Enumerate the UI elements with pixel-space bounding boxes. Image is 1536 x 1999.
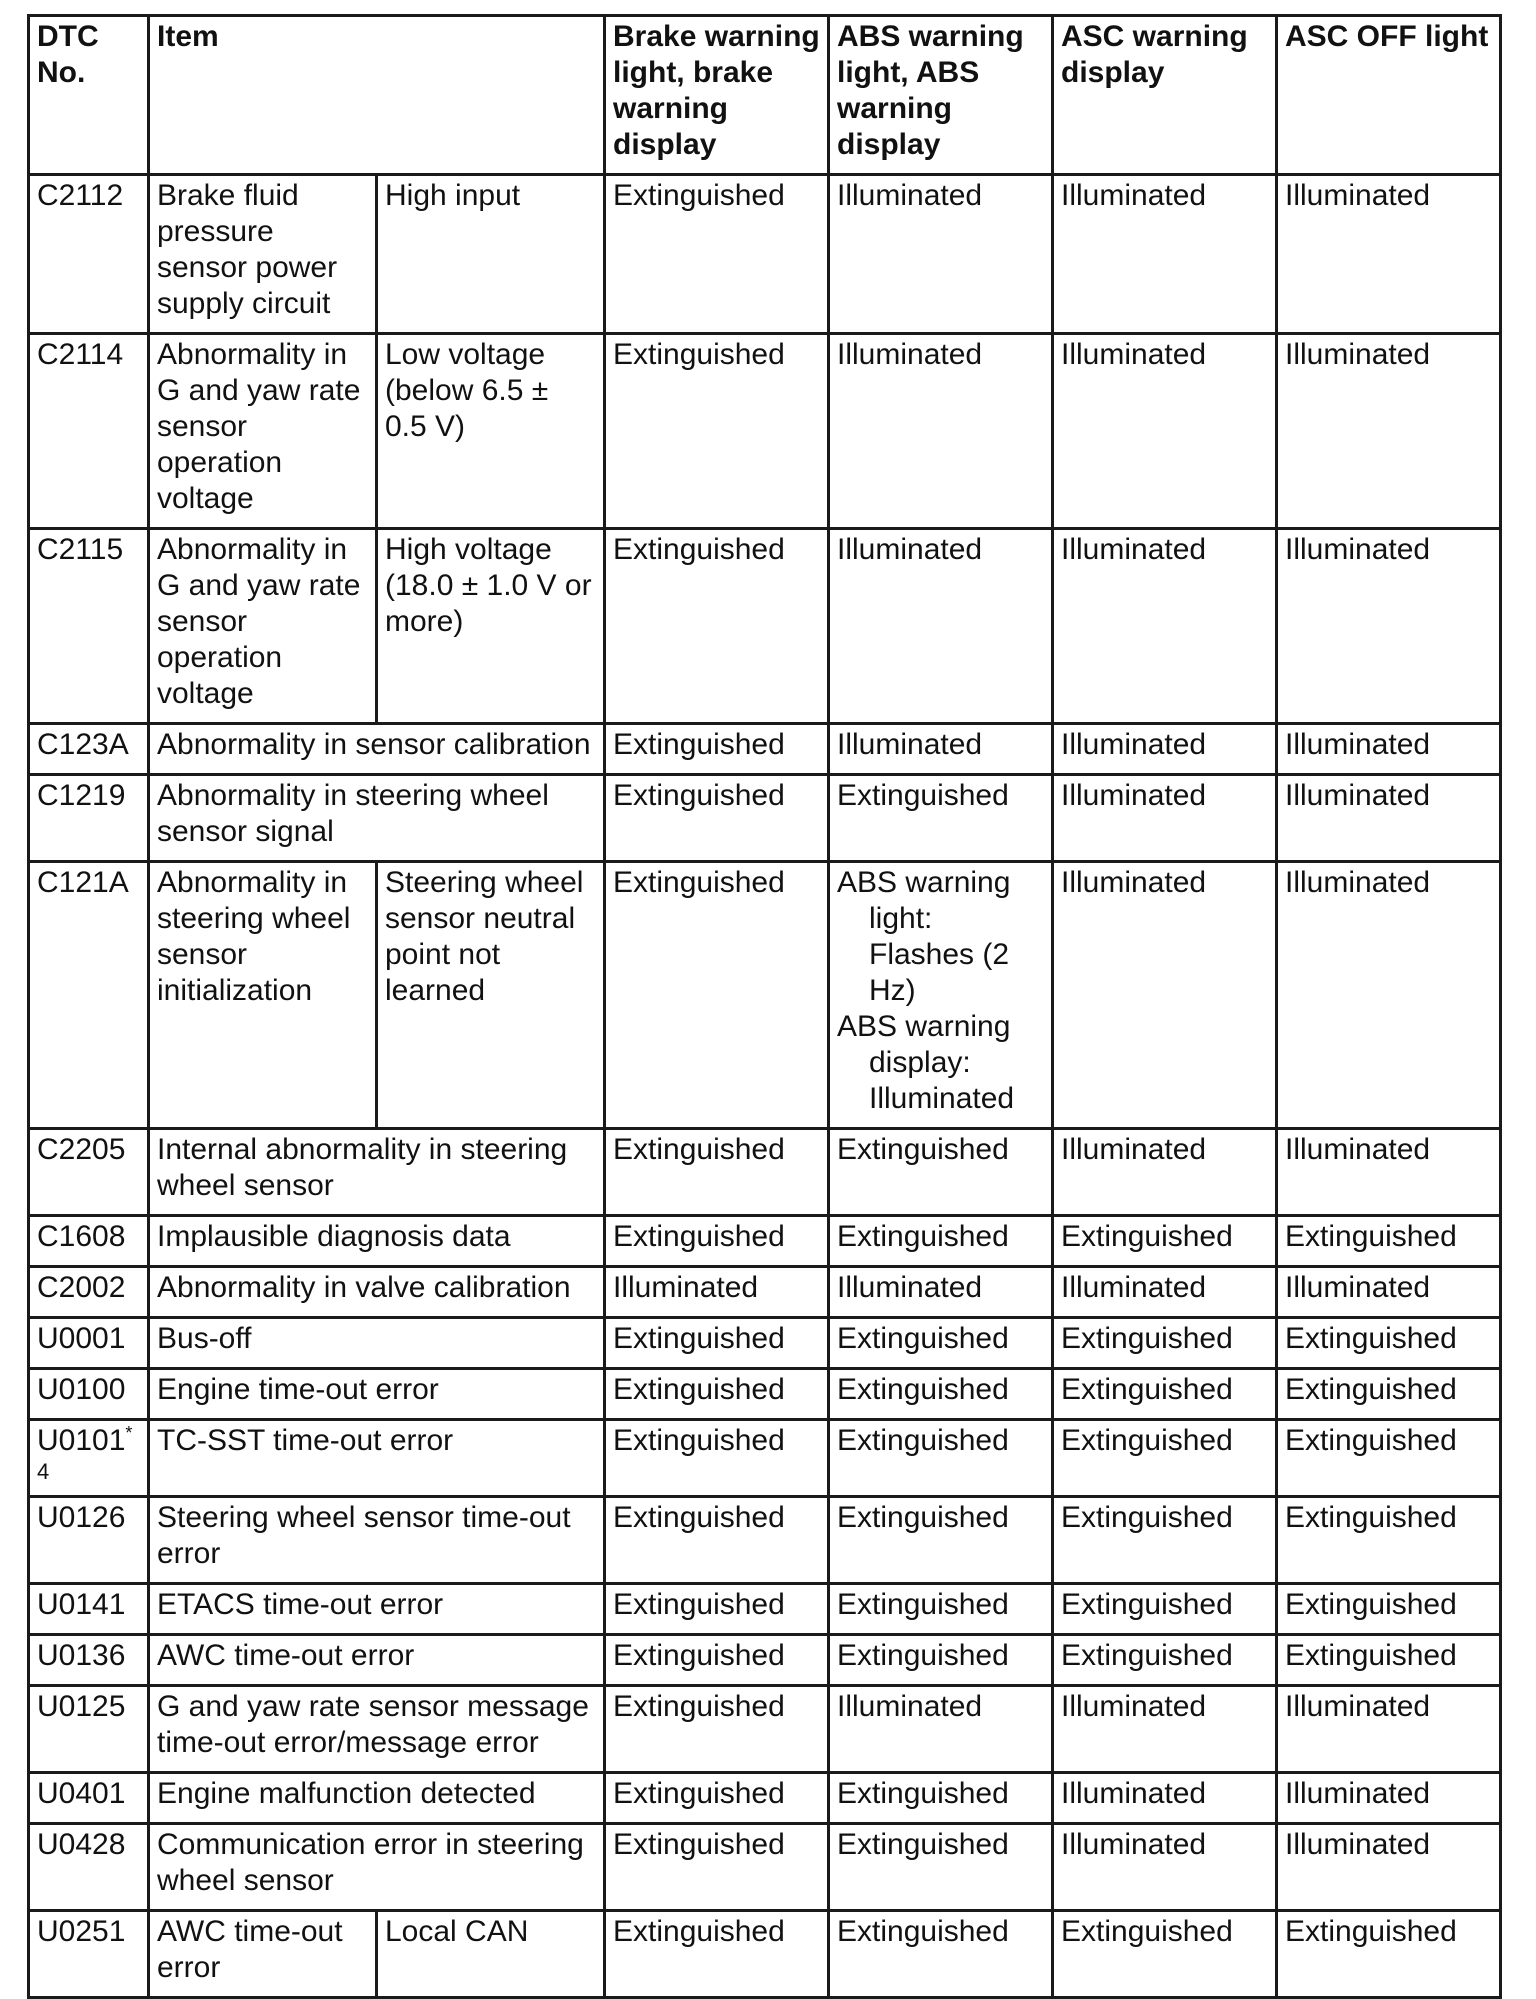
dtc-code: U0428 [29, 1824, 149, 1911]
item-cell: Abnormality in sensor calibration [149, 724, 605, 775]
abs-status: Illuminated [829, 1686, 1053, 1773]
brake-status: Extinguished [605, 1584, 829, 1635]
asc-status: Illuminated [1053, 1773, 1277, 1824]
dtc-code: U0100 [29, 1369, 149, 1420]
dtc-code [29, 1420, 149, 1497]
abs-status: Extinguished [829, 1773, 1053, 1824]
asc-off-status: Illuminated [1277, 724, 1501, 775]
asc-status: Extinguished [1053, 1318, 1277, 1369]
asc-status: Illuminated [1053, 334, 1277, 529]
asc-off-status: Extinguished [1277, 1584, 1501, 1635]
abs-status: Extinguished [829, 1369, 1053, 1420]
item-cell: Brake fluid pressure sensor power supply circuit [149, 175, 377, 334]
brake-status: Extinguished [605, 1773, 829, 1824]
asc-off-status: Illuminated [1277, 1129, 1501, 1216]
item-cell: AWC time-out error [149, 1911, 377, 1998]
asc-off-status: Illuminated [1277, 1686, 1501, 1773]
asc-off-status: Illuminated [1277, 1773, 1501, 1824]
dtc-code: U0251 [29, 1911, 149, 1998]
item-cell: Implausible diagnosis data [149, 1216, 605, 1267]
asc-status: Extinguished [1053, 1420, 1277, 1497]
brake-status: Extinguished [605, 1318, 829, 1369]
abs-status: Extinguished [829, 1584, 1053, 1635]
item-detail-cell: Steering wheel sensor neutral point not learned [377, 862, 605, 1129]
table-row [29, 1773, 1501, 1824]
brake-status: Extinguished [605, 1420, 829, 1497]
table-row [29, 1267, 1501, 1318]
abs-status [829, 862, 1053, 1129]
dtc-code: C123A [29, 724, 149, 775]
item-detail-cell: Low voltage (below 6.5 ± 0.5 V) [377, 334, 605, 529]
asc-status: Extinguished [1053, 1369, 1277, 1420]
brake-status: Extinguished [605, 775, 829, 862]
abs-status: Extinguished [829, 1635, 1053, 1686]
table-row [29, 1584, 1501, 1635]
asc-status: Illuminated [1053, 1824, 1277, 1911]
abs-status: Extinguished [829, 1497, 1053, 1584]
abs-status: Illuminated [829, 175, 1053, 334]
item-cell: ETACS time-out error [149, 1584, 605, 1635]
dtc-code: U0001 [29, 1318, 149, 1369]
brake-status: Illuminated [605, 1267, 829, 1318]
asc-off-status: Extinguished [1277, 1635, 1501, 1686]
table-row [29, 1635, 1501, 1686]
dtc-code: C121A [29, 862, 149, 1129]
asc-status: Illuminated [1053, 1129, 1277, 1216]
header-dtc-no: DTC No. [29, 16, 149, 175]
item-cell: Engine malfunction detected [149, 1773, 605, 1824]
asc-off-status: Extinguished [1277, 1497, 1501, 1584]
abs-status: Extinguished [829, 1420, 1053, 1497]
brake-status: Extinguished [605, 724, 829, 775]
header-brake-warning: Brake warning light, brake warning display [605, 16, 829, 175]
dtc-code: C2114 [29, 334, 149, 529]
header-asc-warning: ASC warning display [1053, 16, 1277, 175]
footnote-marker: * [125, 1423, 133, 1443]
brake-status: Extinguished [605, 1129, 829, 1216]
asc-off-status: Illuminated [1277, 775, 1501, 862]
dtc-code: C2112 [29, 175, 149, 334]
asc-status: Extinguished [1053, 1635, 1277, 1686]
abs-status: Extinguished [829, 1824, 1053, 1911]
abs-status: Extinguished [829, 1911, 1053, 1998]
dtc-code: C2205 [29, 1129, 149, 1216]
item-detail-cell: High voltage (18.0 ± 1.0 V or more) [377, 529, 605, 724]
dtc-code: U0136 [29, 1635, 149, 1686]
brake-status: Extinguished [605, 1686, 829, 1773]
asc-off-status: Extinguished [1277, 1911, 1501, 1998]
abs-warning-display-note: ABS warning display: Illuminated [837, 1010, 1015, 1115]
table-row [29, 1369, 1501, 1420]
asc-status: Extinguished [1053, 1216, 1277, 1267]
item-cell: Engine time-out error [149, 1369, 605, 1420]
asc-status: Illuminated [1053, 1267, 1277, 1318]
asc-off-status: Illuminated [1277, 175, 1501, 334]
asc-off-status: Illuminated [1277, 1267, 1501, 1318]
abs-status: Illuminated [829, 334, 1053, 529]
brake-status: Extinguished [605, 1369, 829, 1420]
brake-status: Extinguished [605, 1497, 829, 1584]
brake-status: Extinguished [605, 1824, 829, 1911]
abs-status: Extinguished [829, 775, 1053, 862]
asc-off-status: Extinguished [1277, 1216, 1501, 1267]
item-cell: Internal abnormality in steering wheel sensor [149, 1129, 605, 1216]
dtc-table [27, 14, 1502, 1999]
asc-status: Extinguished [1053, 1584, 1277, 1635]
abs-status: Extinguished [829, 1129, 1053, 1216]
asc-status: Illuminated [1053, 529, 1277, 724]
header-asc-off-light: ASC OFF light [1277, 16, 1501, 175]
abs-status: Extinguished [829, 1216, 1053, 1267]
item-cell: Abnormality in G and yaw rate sensor operation voltage [149, 529, 377, 724]
brake-status: Extinguished [605, 175, 829, 334]
item-cell: Abnormality in steering wheel sensor signal [149, 775, 605, 862]
asc-status: Illuminated [1053, 862, 1277, 1129]
asc-off-status: Illuminated [1277, 862, 1501, 1129]
dtc-code: C1608 [29, 1216, 149, 1267]
brake-status: Extinguished [605, 529, 829, 724]
table-row [29, 1911, 1501, 1998]
asc-off-status: Illuminated [1277, 334, 1501, 529]
item-cell: Abnormality in G and yaw rate sensor operation voltage [149, 334, 377, 529]
table-row [29, 1686, 1501, 1773]
asc-off-status: Extinguished [1277, 1318, 1501, 1369]
table-row [29, 862, 1501, 1129]
item-cell: Abnormality in steering wheel sensor initialization [149, 862, 377, 1129]
dtc-code: U0125 [29, 1686, 149, 1773]
table-row [29, 1129, 1501, 1216]
dtc-code: C2002 [29, 1267, 149, 1318]
asc-status: Illuminated [1053, 175, 1277, 334]
item-cell: G and yaw rate sensor message time-out error/message error [149, 1686, 605, 1773]
dtc-code: U0126 [29, 1497, 149, 1584]
table-row [29, 334, 1501, 529]
header-item: Item [149, 16, 605, 175]
dtc-code-text: U0101 [37, 1424, 126, 1457]
table-row [29, 1420, 1501, 1497]
dtc-code: U0141 [29, 1584, 149, 1635]
brake-status: Extinguished [605, 1635, 829, 1686]
abs-status: Illuminated [829, 529, 1053, 724]
item-detail-cell: High input [377, 175, 605, 334]
item-cell: Communication error in steering wheel sensor [149, 1824, 605, 1911]
table-row [29, 1497, 1501, 1584]
footnote-number: 4 [37, 1459, 50, 1484]
table-row [29, 175, 1501, 334]
item-detail-cell: Local CAN [377, 1911, 605, 1998]
abs-status: Illuminated [829, 724, 1053, 775]
dtc-code: C2115 [29, 529, 149, 724]
table-row [29, 775, 1501, 862]
item-cell: AWC time-out error [149, 1635, 605, 1686]
table-row [29, 724, 1501, 775]
asc-off-status: Illuminated [1277, 529, 1501, 724]
brake-status: Extinguished [605, 862, 829, 1129]
abs-status: Illuminated [829, 1267, 1053, 1318]
asc-status: Illuminated [1053, 1686, 1277, 1773]
table-row [29, 1824, 1501, 1911]
brake-status: Extinguished [605, 1216, 829, 1267]
asc-off-status: Extinguished [1277, 1369, 1501, 1420]
dtc-code: U0401 [29, 1773, 149, 1824]
asc-off-status: Extinguished [1277, 1420, 1501, 1497]
asc-status: Extinguished [1053, 1911, 1277, 1998]
item-cell: Steering wheel sensor time-out error [149, 1497, 605, 1584]
brake-status: Extinguished [605, 1911, 829, 1998]
header-row [29, 16, 1501, 175]
item-cell: Abnormality in valve calibration [149, 1267, 605, 1318]
abs-warning-light-note: ABS warning light: Flashes (2 Hz) [837, 866, 1011, 1007]
asc-status: Extinguished [1053, 1497, 1277, 1584]
item-cell: Bus-off [149, 1318, 605, 1369]
abs-status: Extinguished [829, 1318, 1053, 1369]
asc-status: Illuminated [1053, 775, 1277, 862]
dtc-code: C1219 [29, 775, 149, 862]
table-row [29, 529, 1501, 724]
asc-status: Illuminated [1053, 724, 1277, 775]
item-cell: TC-SST time-out error [149, 1420, 605, 1497]
table-row [29, 1216, 1501, 1267]
header-abs-warning: ABS warning light, ABS warning display [829, 16, 1053, 175]
brake-status: Extinguished [605, 334, 829, 529]
asc-off-status: Illuminated [1277, 1824, 1501, 1911]
table-row [29, 1318, 1501, 1369]
